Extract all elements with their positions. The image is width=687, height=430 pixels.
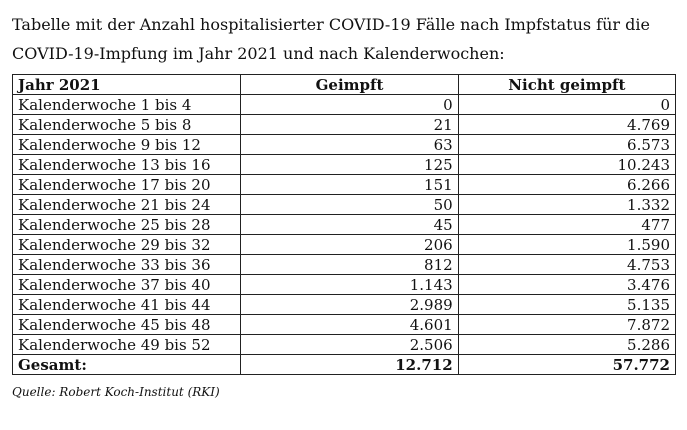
row-unvaccinated: 10.243: [458, 155, 675, 175]
table-header-row: [13, 75, 676, 95]
row-unvaccinated: 1.590: [458, 235, 675, 255]
table-body: [13, 95, 676, 375]
row-unvaccinated: 477: [458, 215, 675, 235]
table-row: [13, 335, 676, 355]
header-vaccinated: Geimpft: [241, 75, 458, 95]
row-vaccinated: 812: [241, 255, 458, 275]
row-period: Kalenderwoche 37 bis 40: [13, 275, 241, 295]
row-vaccinated: 206: [241, 235, 458, 255]
row-period: Kalenderwoche 5 bis 8: [13, 115, 241, 135]
header-unvaccinated: Nicht geimpft: [458, 75, 675, 95]
table-row: [13, 115, 676, 135]
row-period: Kalenderwoche 33 bis 36: [13, 255, 241, 275]
header-period: Jahr 2021: [13, 75, 241, 95]
row-unvaccinated: 4.753: [458, 255, 675, 275]
table-row: [13, 135, 676, 155]
row-vaccinated: 45: [241, 215, 458, 235]
row-period: Kalenderwoche 25 bis 28: [13, 215, 241, 235]
row-unvaccinated: 6.573: [458, 135, 675, 155]
intro-text: Tabelle mit der Anzahl hospitalisierter COVID-19 Fälle nach Impfstatus für die COVID-19-Impfung im Jahr 2021 und nach Kalenderwochen:: [12, 15, 650, 63]
table-row: [13, 195, 676, 215]
row-vaccinated: 0: [241, 95, 458, 115]
row-unvaccinated: 4.769: [458, 115, 675, 135]
table-row: [13, 215, 676, 235]
table-row: [13, 315, 676, 335]
total-unvaccinated: 57.772: [458, 355, 675, 375]
row-unvaccinated: 5.286: [458, 335, 675, 355]
hospitalization-table: [12, 74, 676, 375]
row-period: Kalenderwoche 29 bis 32: [13, 235, 241, 255]
table-row: [13, 275, 676, 295]
row-vaccinated: 2.506: [241, 335, 458, 355]
row-unvaccinated: 6.266: [458, 175, 675, 195]
table-row: [13, 175, 676, 195]
row-period: Kalenderwoche 13 bis 16: [13, 155, 241, 175]
row-period: Kalenderwoche 41 bis 44: [13, 295, 241, 315]
row-period: Kalenderwoche 49 bis 52: [13, 335, 241, 355]
total-vaccinated: 12.712: [241, 355, 458, 375]
row-vaccinated: 125: [241, 155, 458, 175]
table-total-row: [13, 355, 676, 375]
row-vaccinated: 50: [241, 195, 458, 215]
source-note: Quelle: Robert Koch-Institut (RKI): [12, 385, 220, 399]
row-unvaccinated: 5.135: [458, 295, 675, 315]
row-unvaccinated: 3.476: [458, 275, 675, 295]
total-label: Gesamt:: [13, 355, 241, 375]
row-period: Kalenderwoche 17 bis 20: [13, 175, 241, 195]
row-period: Kalenderwoche 21 bis 24: [13, 195, 241, 215]
row-unvaccinated: 0: [458, 95, 675, 115]
row-vaccinated: 4.601: [241, 315, 458, 335]
table-row: [13, 155, 676, 175]
row-vaccinated: 63: [241, 135, 458, 155]
row-vaccinated: 151: [241, 175, 458, 195]
table-row: [13, 295, 676, 315]
table-row: [13, 95, 676, 115]
row-vaccinated: 21: [241, 115, 458, 135]
row-period: Kalenderwoche 1 bis 4: [13, 95, 241, 115]
row-vaccinated: 2.989: [241, 295, 458, 315]
row-unvaccinated: 7.872: [458, 315, 675, 335]
table-row: [13, 235, 676, 255]
table-row: [13, 255, 676, 275]
row-unvaccinated: 1.332: [458, 195, 675, 215]
row-period: Kalenderwoche 45 bis 48: [13, 315, 241, 335]
row-period: Kalenderwoche 9 bis 12: [13, 135, 241, 155]
row-vaccinated: 1.143: [241, 275, 458, 295]
